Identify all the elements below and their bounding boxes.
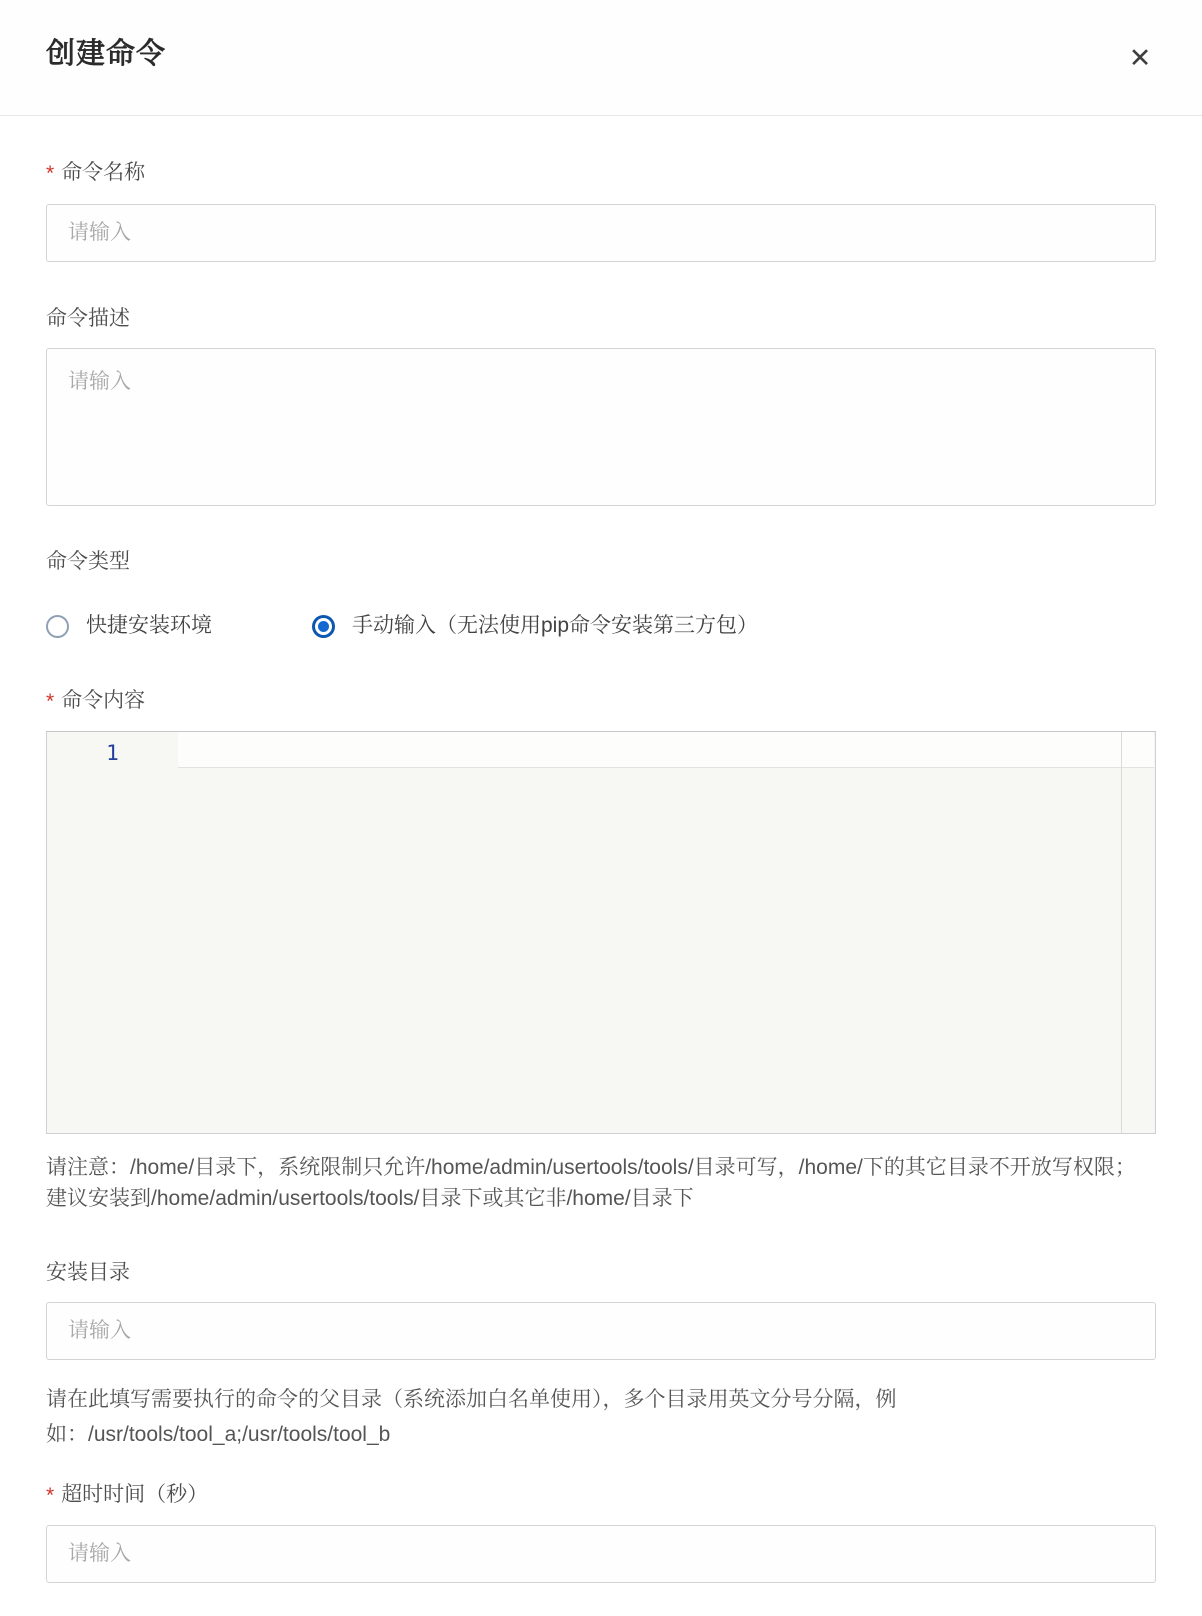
modal-body <box>0 160 1202 1583</box>
radio-option-manual-input-label: 手动输入（无法使用pip命令安装第三方包） <box>352 614 759 637</box>
command-name-input[interactable] <box>46 204 1156 262</box>
radio-unchecked-icon[interactable] <box>46 615 69 638</box>
timeout-label <box>46 1482 1156 1509</box>
editor-line-number: 1 <box>106 741 119 765</box>
radio-option-quick-install-label: 快捷安装环境 <box>86 614 212 637</box>
install-dir-input[interactable] <box>46 1302 1156 1360</box>
modal-header <box>0 0 1202 116</box>
command-type-label-text: 命令类型 <box>46 550 130 573</box>
close-icon[interactable]: ✕ <box>1128 42 1152 73</box>
install-dir-label <box>46 1260 1156 1285</box>
command-description-label <box>46 306 1156 331</box>
modal-title: 创建命令 <box>46 38 167 70</box>
required-asterisk: * <box>46 690 55 713</box>
command-content-code-editor[interactable] <box>46 731 1156 1134</box>
required-asterisk: * <box>46 162 55 185</box>
command-content-note: 请注意：/home/目录下，系统限制只允许/home/admin/usertools/tools/目录可写，/home/下的其它目录不开放写权限；建议安装到/home/admin/usertools/tools/目录下或其它非/home/目录下 <box>46 1156 1136 1210</box>
radio-option-manual-input[interactable] <box>312 612 758 640</box>
required-asterisk: * <box>46 1484 55 1507</box>
timeout-label-text: 超时时间（秒） <box>61 1483 209 1506</box>
command-description-label-text: 命令描述 <box>46 307 130 330</box>
command-name-label <box>46 160 1156 187</box>
command-content-label-text: 命令内容 <box>61 689 146 712</box>
radio-checked-icon[interactable] <box>312 615 335 638</box>
editor-active-line[interactable] <box>178 732 1154 768</box>
install-dir-help: 请在此填写需要执行的命令的父目录（系统添加白名单使用），多个目录用英文分号分隔，例如：/usr/tools/tool_a;/usr/tools/tool_b <box>46 1388 897 1446</box>
command-type-label <box>46 549 1156 574</box>
command-content-label <box>46 688 1156 715</box>
command-name-label-text: 命令名称 <box>61 161 146 184</box>
command-description-textarea[interactable] <box>46 348 1156 506</box>
command-type-radio-group <box>46 612 1156 640</box>
install-dir-label-text: 安装目录 <box>46 1261 130 1284</box>
radio-option-quick-install[interactable] <box>46 612 212 640</box>
editor-scrollbar-track[interactable] <box>1121 732 1122 1133</box>
editor-line-number-gutter <box>47 732 178 1133</box>
timeout-input[interactable] <box>46 1525 1156 1583</box>
